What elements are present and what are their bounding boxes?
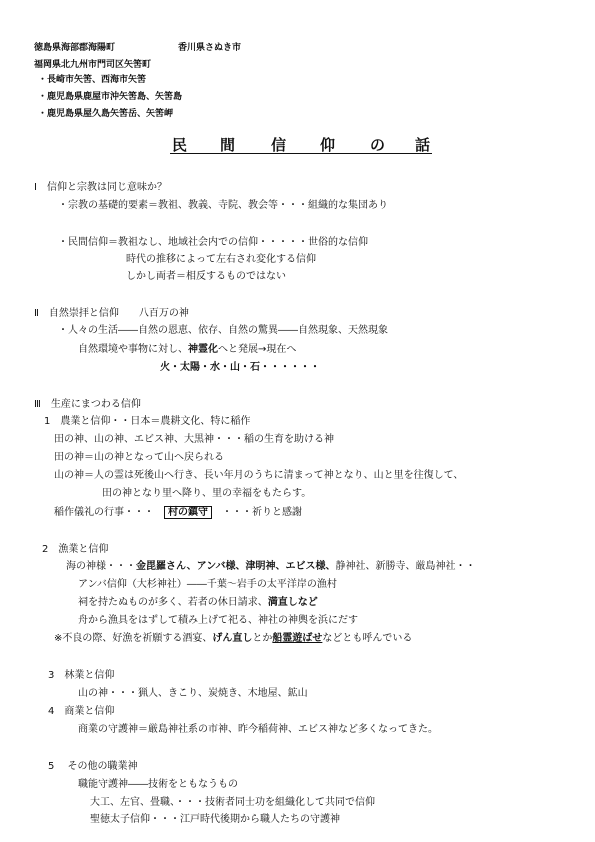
fishing-line: 海の神様・・・金毘羅さん、アンバ様、津明神、エビス様、静神社、新勝寺、厳島神社・・ — [66, 561, 476, 572]
header-location-5: ・鹿児島県鹿屋市沖矢筈島、矢筈島 — [38, 92, 183, 102]
section-1-line: ・民間信仰＝教祖なし、地域社会内での信仰・・・・・世俗的な信仰 — [58, 237, 368, 248]
fishing-line: アンバ信仰（大杉神社）――千葉～岩手の太平洋岸の漁村 — [78, 579, 337, 590]
agriculture-line: 稲作儀礼の行事・・・ 村の鎮守 ・・・祈りと感謝 — [54, 507, 302, 518]
title-underline — [170, 153, 432, 154]
title-char: 仰 — [320, 136, 336, 154]
emphasis-text: 金毘羅さん、アンバ様、津明神、エビス様、 — [136, 561, 336, 572]
agriculture-line: 田の神＝山の神となって山へ戻られる — [54, 452, 224, 463]
header-location-2: 香川県さぬき市 — [178, 43, 242, 53]
section-1-heading: Ⅰ 信仰と宗教は同じ意味か？ — [34, 182, 167, 193]
subsection-forestry-heading: 3 林業と信仰 — [48, 670, 115, 681]
emphasis-text: 神霊化 — [188, 344, 218, 355]
agriculture-line: 田の神となり里へ降り、里の幸福をもたらす。 — [102, 488, 312, 499]
fishing-line: 祠を持たぬものが多く、若者の休日請求、満直しなど — [78, 597, 318, 608]
title-char: 民 — [172, 136, 188, 154]
other-line: 大工、左官、畳職、・・・技術者同士功を組織化して共同で信仰 — [90, 797, 375, 808]
title-char: 話 — [415, 136, 431, 154]
header-location-4: ・長崎市矢筈、西海市矢筈 — [38, 75, 147, 85]
fishing-line: 舟から漁具をはずして積み上げて祀る、神社の神輿を浜にだす — [78, 615, 358, 626]
boxed-text: 村の鎮守 — [164, 506, 212, 519]
title-char: 間 — [220, 136, 236, 154]
title-char: の — [370, 136, 386, 154]
page-title — [0, 134, 595, 154]
subsection-agriculture-heading: 1 農業と信仰・・日本＝農耕文化、特に稲作 — [44, 416, 251, 427]
section-2-heading: Ⅱ 自然崇拝と信仰 八百万の神 — [34, 308, 189, 319]
other-line: 職能守護神――技術をともなうもの — [78, 779, 238, 790]
agriculture-line: 山の神＝人の霊は死後山へ行き、長い年月のうちに清まって神となり、山と里を往復して、 — [54, 470, 464, 481]
emphasis-text: 船霊遊ばせ — [272, 633, 323, 644]
fishing-line: ※不良の際、好漁を祈願する酒宴、げん直しとか船霊遊ばせなどとも呼んでいる — [54, 633, 413, 644]
commerce-line: 商業の守護神＝厳島神社系の市神、昨今稲荷神、エビス神など多くなってきた。 — [78, 724, 438, 735]
emphasis-text: 満直しなど — [267, 597, 318, 608]
section-1-line: ・宗教の基礎的要素＝教祖、教義、寺院、教会等・・・組織的な集団あり — [58, 200, 388, 211]
header-location-1: 徳島県海部郡海陽町 — [34, 43, 116, 53]
section-3-heading: Ⅲ 生産にまつわる信仰 — [34, 399, 141, 410]
other-line: 聖徳太子信仰・・・江戸時代後期から職人たちの守護神 — [90, 814, 340, 825]
agriculture-line: 田の神、山の神、エビス神、大黒神・・・稲の生育を助ける神 — [54, 434, 334, 445]
section-1-line: しかし両者＝相反するものではない — [126, 271, 286, 282]
subsection-fishing-heading: 2 漁業と信仰 — [42, 544, 109, 555]
header-location-3: 福岡県北九州市門司区矢筈町 — [34, 60, 152, 70]
subsection-commerce-heading: 4 商業と信仰 — [48, 706, 115, 717]
section-1-line: 時代の推移によって左右され変化する信仰 — [126, 254, 316, 265]
section-2-line: 自然環境や事物に対し、神霊化へと発展→現在へ — [78, 344, 297, 355]
subsection-other-heading: 5 その他の職業神 — [48, 761, 138, 772]
forestry-line: 山の神・・・猟人、きこり、炭焼き、木地屋、鉱山 — [78, 688, 308, 699]
header-location-6: ・鹿児島県屋久島矢筈岳、矢筈岬 — [38, 109, 174, 119]
title-char: 信 — [271, 136, 287, 154]
emphasis-text: げん直し — [212, 633, 253, 644]
section-2-line: ・人々の生活――自然の恩恵、依存、自然の驚異――自然現象、天然現象 — [58, 325, 388, 336]
section-2-elements: 火・太陽・水・山・石・・・・・・ — [160, 362, 320, 373]
